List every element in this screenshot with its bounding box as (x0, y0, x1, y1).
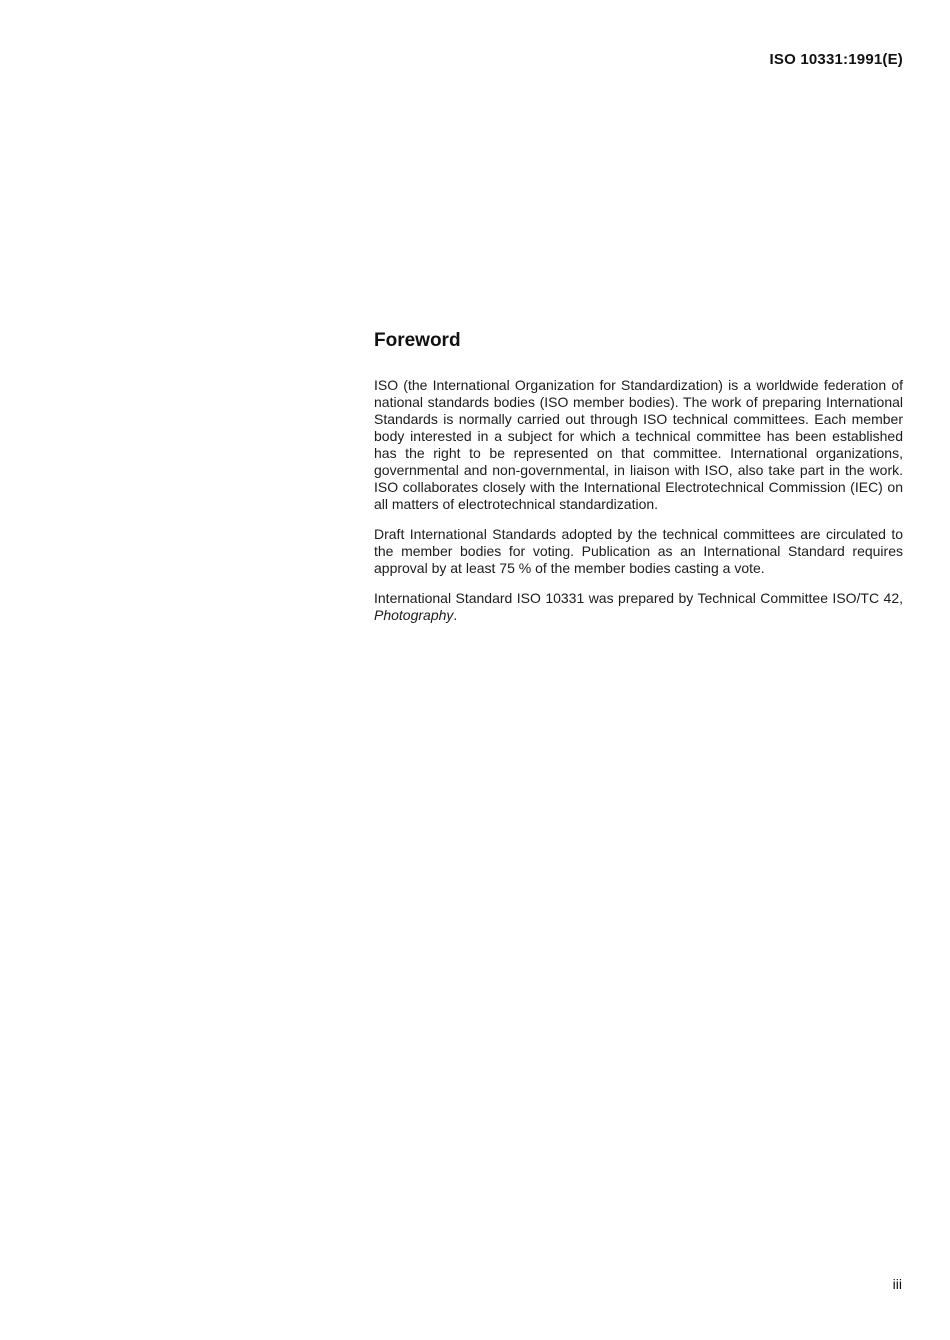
foreword-paragraph-1: ISO (the International Organization for Standardization) is a worldwide federation of national standards bodies (ISO member bodies). The work of preparing International Standards is normally carried out through ISO technical committees. Each member body interested in a subject for which a technical committee has been established has the right to be represented on that committee. International organizations, governmental and non-governmental, in liaison with ISO, also take part in the work. ISO collaborates closely with the International Electrotechnical Commission (IEC) on all matters of electrotechnical standardization. (374, 377, 903, 512)
foreword-paragraph-2: Draft International Standards adopted by the technical committees are circulated to the member bodies for voting. Publication as an International Standard requires approval by at least 75 % of the member bodies casting a vote. (374, 526, 903, 576)
foreword-section (374, 330, 903, 637)
foreword-heading: Foreword (374, 330, 461, 351)
foreword-paragraph-3-text: International Standard ISO 10331 was prepared by Technical Committee ISO/TC 42, (374, 590, 903, 606)
document-header-standard-id: ISO 10331:1991(E) (769, 51, 903, 68)
foreword-paragraph-3 (374, 590, 903, 624)
committee-name: Photography (374, 607, 454, 623)
page-number: iii (892, 1276, 902, 1292)
foreword-paragraph-3-end: . (453, 607, 458, 623)
